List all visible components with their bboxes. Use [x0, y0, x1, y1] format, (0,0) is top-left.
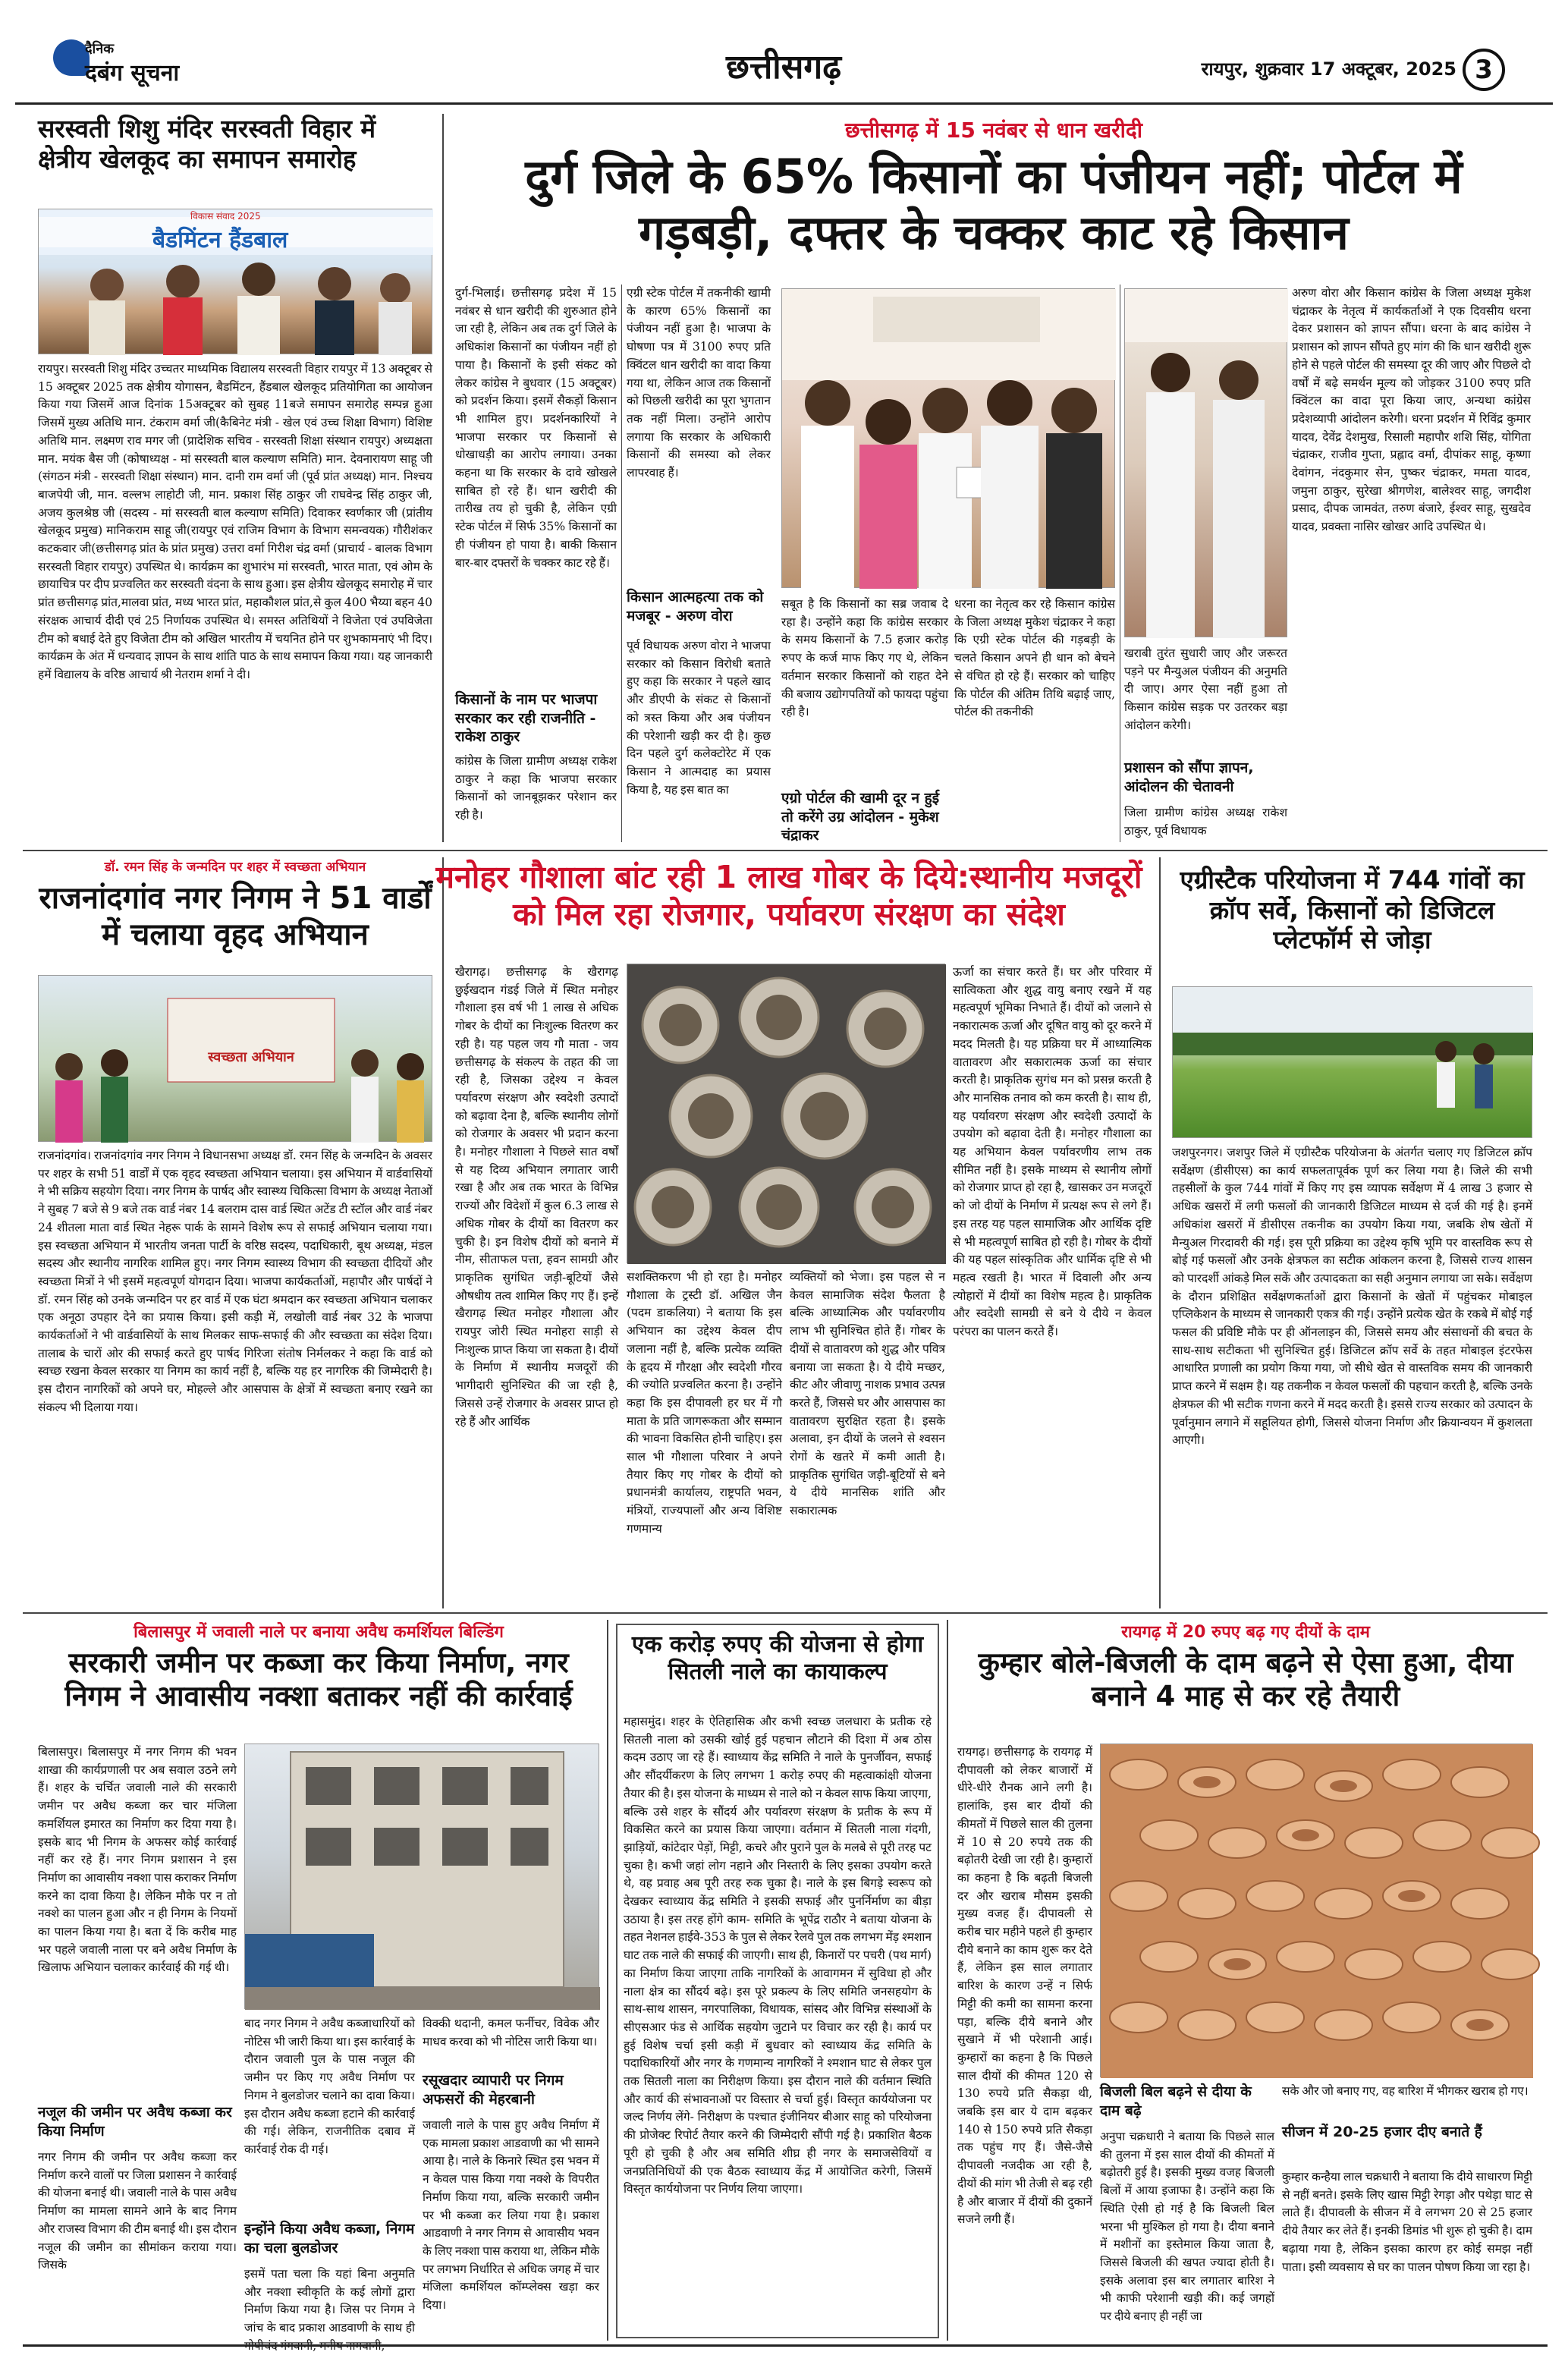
story2-photo-art	[782, 289, 1116, 589]
story8-photo	[1100, 1744, 1532, 2077]
story4-headline: मनोहर गौशाला बांट रही 1 लाख गोबर के दिये:स्थानीय मजदूरों को मिल रहा रोजगार, पर्यावरण संरक्षण का संदेश	[435, 859, 1142, 933]
story4-diyas-art	[627, 964, 946, 1264]
story1-body: रायपुर। सरस्वती शिशु मंदिर उच्चतर माध्यमिक विद्यालय सरस्वती विहार रायपुर में 13 अक्टूबर से 15 अक्टूबर 2025 तक क्षेत्रीय योगासन, बैडमिंटन, हैंडबाल खेलकूद प्रतियोगिता का आयोजन किया गया जिसमें आज दिनांक 15अक्टूबर को सुबह 11बजे समापन समारोह सम्पन्न हुआ जिसमें मुख्य अतिथि मान. टंकराम वर्मा जी(कैबिनेट मंत्री - खेल एवं उच्च शिक्षा विभाग) विशिष्ट अतिथि मान. लक्ष्मण राव मगर जी (प्रादेशिक सचिव - सरस्वती शिक्षा संस्थान रायपुर) अध्यक्षता मान. मयंक बैस जी (कोषाध्यक्ष - मां सरस्वती बाल कल्याण समिति) मान. देवनारायण साहू जी (संगठन मंत्री - सरस्वती शिक्षा संस्थान) मान. दानी राम वर्मा जी (पूर्व प्रांत अध्यक्ष) मान. निश्चय बाजपेयी जी, मान. वल्लभ लाहोटी जी, मान. प्रकाश सिंह ठाकुर जी राघवेन्द्र सिंह ठाकुर जी, अजय कुलश्रेष्ठ जी (सदस्य - मां सरस्वती बाल कल्याण समिति) दिवाकर स्वर्णकार जी (प्रांतीय खेलकूद प्रमुख) मानिकराम साहू जी(रायपुर एवं राजिम विभाग के विभाग समन्वयक) गौरीशंकर कटकवार जी(छत्तीसगढ़ प्रांत के प्रांत प्रमुख) उत्तरा वर्मा गिरीश चंद्र वर्मा (प्राचार्य - बालक विभाग सरस्वती विहार रायपुर) उपस्थित थे। कार्यक्रम का शुभारंभ मां सरस्वती, भारत माता, एवं ओम के छायाचित्र पर दीप प्रज्वलित कर सरस्वती वंदना के साथ हुआ। इस क्षेत्रीय खेलकूद समारोह में चार प्रांत छत्तीसगढ़ प्रांत,मालवा प्रांत, मध्य भारत प्रांत, महाकौशल प्रांत,से कुल 400 भैय्या बहन 40 संरक्षक आचार्य दीदी एवं 25 निर्णायक उपस्थित थे। समस्त अतिथियों ने विजेता एवं उपविजेता टीम को बधाई देते हुए विजेता टीम को अखिल भारतीय में चयनित होने पर शुभकामनाएं भी दिए। कार्यक्रम के अंत में धन्यवाद ज्ञापन के साथ शांति पाठ के साथ समापन किया गया। यह जानकारी हमें विद्यालय के वरिष्ठ आचार्य श्री नेतराम शर्मा ने दी।	[38, 362, 433, 681]
story2-col6: अरुण वोरा और किसान कांग्रेस के जिला अध्यक्ष मुकेश चंद्राकर के नेतृत्व में कार्यकर्ताओं ने एक दिवसीय धरना देकर प्रशासन को ज्ञापन सौंपा। धरना के बाद कांग्रेस ने प्रशासन को ज्ञापन सौंपते हुए मांग की कि धान खरीदी शुरू होने से पहले पोर्टल की समस्या दूर की जाए और पिछले दो वर्षों में बढ़े समर्थन मूल्य को जोड़कर 3100 रुपए प्रति क्विंटल का वादा पूरा किया जाए, अन्यथा कांग्रेस प्रदेशव्यापी आंदोलन करेगी। धरना प्रदर्शन में रिविंद्र कुमार यादव, देवेंद्र देशमुख, रिसाली महापौर शशि सिंह, योगिता चंद्राकर, राजीव गुप्ता, प्रह्लाद वर्मा, दीपांकर साहू, कृष्णा देवांगन, नंदकुमार सेन, पुष्कर चंद्राकर, ममता यादव, जमुना ठाकुर, सुरेखा श्रीगणेश, बालेश्वर साहू, जगदीश प्रसाद, दीपक जामवंत, तरुण बंजारे, ईश्वर साहू, सुखदेव यादव, प्रवक्ता नासिर खोखर आदि उपस्थित थे।	[1292, 286, 1531, 534]
story2-sub3: एग्रो पोर्टल की खामी दूर न हुई तो करेंगे उग्र आंदोलन - मुकेश चंद्राकर	[781, 790, 940, 844]
story6-photo	[244, 1744, 599, 2009]
story4-col1: खैरागढ़। छत्तीसगढ़ के खैरागढ़ छुईखदान गंडई जिले में स्थित मनोहर गौशाला इस वर्ष भी 1 लाख से अधिक गोबर के दीयों का निःशुल्क वितरण कर रही है। यह पहल जय गौ माता - जय छत्तीसगढ़ के संकल्प के तहत की जा रही है, जिसका उद्देश्य न केवल पर्यावरण संरक्षण और स्वदेशी उत्पादों को बढ़ावा देना है, बल्कि स्थानीय लोगों को रोजगार के अवसर भी प्रदान करना है। मनोहर गौशाला ने पिछले सात वर्षों से यह दिव्य अभियान लगातार जारी रखा है और अब तक भारत के विभिन्न राज्यों और विदेशों में कुल 6.3 लाख से अधिक गोबर के दीयों का वितरण कर चुकी है। इन विशेष दीयों को बनाने में नीम, सीताफल पत्ता, हवन सामग्री और प्राकृतिक सुगंधित जड़ी-बूटियों जैसे औषधीय तत्व शामिल किए गए हैं। इन्हें खैरागढ़ स्थित मनोहर गौशाला और रायपुर जोरी स्थित मनोहरा साड़ी से निःशुल्क प्राप्त किया जा सकता है। दीयों के निर्माण में स्थानीय मजदूरों की भागीदारी सुनिश्चित की जा रही है, जिससे उन्हें रोजगार के अवसर प्राप्त हो रहे हैं और आर्थिक	[455, 965, 618, 1429]
story8-photo-art	[1101, 1744, 1533, 2078]
story2-col1b: कांग्रेस के जिला ग्रामीण अध्यक्ष राकेश ठाकुर ने कहा कि भाजपा सरकार किसानों को जानबूझकर परेशान कर रही है।	[455, 754, 617, 822]
column-rule-5	[1159, 857, 1161, 1608]
story6-sub3: रसूखदार व्यापारी पर निगम अफसरों की मेहरबानी	[423, 2072, 564, 2108]
story3-kicker: डॉ. रमन सिंह के जन्मदिन पर शहर में स्वच्छता अभियान	[104, 860, 366, 875]
story5-headline: एग्रीस्टैक परियोजना में 744 गांवों का क्रॉप सर्वे, किसानों को डिजिटल प्लेटफॉर्म से जोड़ा	[1180, 865, 1525, 955]
story4-col4: ऊर्जा का संचार करते हैं। घर और परिवार में सात्विकता और शुद्ध वायु बनाए रखने में यह महत्वपूर्ण भूमिका निभाते हैं। दीयों को जलाने से नकारात्मक ऊर्जा और दूषित वायु को दूर करने में मदद मिलती है। यह प्रक्रिया घर में आध्यात्मिक वातावरण और सकारात्मक ऊर्जा का संचार करती है। प्राकृतिक सुगंध मन को प्रसन्न करती है और मानसिक तनाव को कम करती है। साथ ही, यह पर्यावरण संरक्षण और स्वदेशी उत्पादों के उपयोग को बढ़ावा देती है। मनोहर गौशाला का यह अभियान केवल पर्यावरणीय लाभ तक सीमित नहीं है। इसके माध्यम से स्थानीय लोगों को रोजगार प्राप्त हो रहा है, खासकर उन मजदूरों को जो दीयों के निर्माण में प्रत्यक्ष रूप से लगे हैं। इस तरह यह पहल सामाजिक और आर्थिक दृष्टि से भी महत्वपूर्ण साबित हो रही है। गोबर के दीयों की यह पहल सांस्कृतिक और धार्मिक दृष्टि से भी महत्व रखती है। भारत में दिवाली और अन्य त्योहारों में दीयों का विशेष महत्व है। प्राकृतिक और स्वदेशी सामग्री से बने ये दीये न केवल परंपरा का पालन करते हैं।	[953, 965, 1152, 1339]
story2-headline: दुर्ग जिले के 65% किसानों का पंजीयन नहीं; पोर्टल में गड़बड़ी, दफ्तर के चक्कर काट रहे किसान	[525, 149, 1463, 261]
story4-col3: व्यक्तियों को भेजा। इस पहल से न केवल सामाजिक संदेश फैलता है बल्कि आध्यात्मिक और पर्यावरणीय लाभ भी सुनिश्चित होते हैं। गोबर के दीयों से वातावरण को शुद्ध और पवित्र बनाया जा सकता है। ये दीये मच्छर, कीट और जीवाणु नाशक प्रभाव उत्पन्न करते हैं, जिससे घर और आसपास का वातावरण सुरक्षित रहता है। इसके अलावा, इन दीयों के जलने से श्वसन रोगों के खतरे में कमी आती है। प्राकृतिक सुगंधित जड़ी-बूटियों से बने ये दीये मानसिक शांति और सकारात्मक	[790, 1270, 945, 1518]
story1-photo	[38, 209, 432, 354]
story6-kicker: बिलासपुर में जवाली नाले पर बनाया अवैध कमर्शियल बिल्डिंग	[134, 1623, 504, 1642]
story6-col3b: जवाली नाले के पास हुए अवैध निर्माण में एक मामला प्रकाश आडवाणी का भी सामने आया है। नाले के किनारे स्थित इस भवन में न केवल पास किया गया नक्शे के विपरीत निर्माण किया गया, बल्कि सरकारी जमीन पर भी कब्जा कर लिया गया है। प्रकाश आडवाणी ने नगर निगम से आवासीय भवन के लिए नक्शा पास कराया था, लेकिन मौके पर लगभग निर्धारित से अधिक जगह में चार मंजिला कमर्शियल कॉम्प्लेक्स खड़ा कर दिया।	[423, 2118, 599, 2313]
story3-body: राजनांदगांव। राजनांदगांव नगर निगम ने विधानसभा अध्यक्ष डॉ. रमन सिंह के जन्मदिन के अवसर पर शहर के सभी 51 वार्डों में एक वृहद स्वच्छता अभियान चलाया। इस अभियान में वार्डवासियों ने भी सक्रिय सहयोग दिया। नगर निगम के पार्षद और स्वास्थ्य चिकित्सा विभाग के अध्यक्ष नेताओं ने सुबह 7 बजे से 9 बजे तक वार्ड नंबर 14 बलराम दास वार्ड स्थित अटेंड टी स्टॉल और वार्ड नंबर 24 शीतला माता वार्ड स्थित नेहरू पार्क के सामने विशेष रूप से सफाई अभियान चलाया गया। इस स्वच्छता अभियान में भारतीय जनता पार्टी के वरिष्ठ सदस्य, पदाधिकारी, बूथ अध्यक्ष, मंडल सदस्य और स्थानीय नागरिक शामिल हुए। नगर निगम स्वास्थ्य विभाग की स्वच्छता दीदियों और स्वच्छता मित्रों ने भी इसमें महत्वपूर्ण योगदान दिया। भाजपा कार्यकर्ताओं, महापौर और पार्षदों ने डॉ. रमन सिंह को उनके जन्मदिन पर हर वार्ड में एक घंटा श्रमदान कर स्वच्छता अभियान चलाकर एक अनूठा उपहार देने का प्रयास किया। इसी कड़ी में, लखोली वार्ड नंबर 32 के भाजपा कार्यकर्ताओं ने भी वार्डवासियों के साथ मिलकर साफ-सफाई की और स्वच्छता का संदेश दिया। तालाब के चारों ओर की सफाई करते हुए पार्षद गिरिजा संतोष निर्मलकर ने कहा कि वार्ड को स्वच्छ रखना केवल सरकार या निगम का कार्य नहीं है, बल्कि यह हर नागरिक की जिम्मेदारी है। इस दौरान नागरिकों को अपने घर, मोहल्ले और आसपास के क्षेत्रों में स्वच्छता बनाए रखने का संकल्प भी दिलाया गया।	[38, 1149, 432, 1414]
paper-name-prefix: दैनिक	[85, 41, 115, 57]
footer-rule	[23, 2344, 1548, 2347]
story6-sub1: नजूल की जमीन पर अवैध कब्जा कर किया निर्माण	[38, 2104, 232, 2140]
story4-photo-diyas	[627, 964, 945, 1263]
story2-photo-crowd-art	[1125, 289, 1288, 638]
column-rule-2	[621, 285, 622, 842]
page-number: 3	[1463, 49, 1505, 91]
story7-headline: एक करोड़ रुपए की योजना से होगा सितली नाले का कायाकल्प	[631, 1631, 924, 1685]
row-rule-2	[23, 1612, 1548, 1614]
dateline: रायपुर, शुक्रवार 17 अक्टूबर, 2025	[1201, 58, 1456, 80]
header-rule	[15, 102, 1553, 105]
column-rule-4	[442, 857, 444, 1608]
story2-sub2: किसान आत्महत्या तक को मजबूर - अरुण वोरा	[627, 589, 764, 624]
row-rule-1	[23, 850, 1548, 851]
story2-sub5: प्रशासन को सौंपा ज्ञापन, आंदोलन की चेतावनी	[1124, 759, 1254, 795]
story6-col2: बाद नगर निगम ने अवैध कब्जाधारियों को नोटिस भी जारी किया था। इस कार्रवाई के दौरान जवाली पुल के पास नजूल की जमीन पर किए गए अवैध निर्माण पर निगम ने बुलडोजर चलाने का दावा किया। इस दौरान अवैध कब्जा हटाने की कार्रवाई की गई। लेकिन, राजनीतिक दबाव में कार्रवाई रोक दी गई।	[244, 2017, 415, 2156]
story5-photo-art	[1173, 987, 1533, 1139]
column-rule-1	[442, 114, 444, 842]
story2-sub1: किसानों के नाम पर भाजपा सरकार कर रही राजनीति - राकेश ठाकुर	[455, 691, 598, 746]
story2-col5-main: खराबी तुरंत सुधारी जाए और जरूरत पड़ने पर मैन्युअल पंजीयन की अनुमति दी जाए। अगर ऐसा नहीं हुआ तो किसान कांग्रेस सड़क पर उतरकर बड़ा आंदोलन करेगी।	[1124, 646, 1287, 732]
section-title: छत्तीसगढ़	[726, 48, 841, 86]
paper-logo-icon	[53, 39, 90, 76]
story8-col3: सके और जो बनाए गए, वह बारिश में भीगकर खराब हो गए।	[1282, 2084, 1529, 2098]
story1-photo-banner: बैडमिंटन हैंडबाल	[152, 227, 288, 253]
story7-body: महासमुंद। शहर के ऐतिहासिक और कभी स्वच्छ जलधारा के प्रतीक रहे सितली नाला को उसकी खोई हुई पहचान लौटाने की दिशा में अब ठोस कदम उठाए जा रहे हैं। स्वाध्याय केंद्र समिति ने नाले के पुनर्जीवन, सफाई और सौंदर्यीकरण के लिए लगभग 1 करोड़ रुपए की महत्वाकांक्षी योजना तैयार की है। इस योजना के माध्यम से नाले को न केवल साफ किया जाएगा, बल्कि उसे शहर के सौंदर्य और पर्यावरण संरक्षण के प्रतीक के रूप में विकसित करने का प्रयास किया जाएगा। वर्तमान में सितली नाला गंदगी, झाड़ियों, कांटेदार पेड़ों, मिट्टी, कचरे और पुराने पुल के मलबे से पूरी तरह पट चुका है। कभी जहां लोग नहाने और निस्तारी के लिए इसका उपयोग करते थे, वह प्रवाह अब पूरी तरह रुक चुका है। नाले के इस बिगड़े स्वरूप को देखकर स्वाध्याय केंद्र समिति ने इसकी सफाई और पुनर्निर्माण का बीड़ा उठाया है। इस तरह होंगे काम- समिति के भूपेंद्र राठौर ने बताया योजना के तहत नेशनल हाईवे-353 के पुल से लेकर रेलवे पुल तक लगभग मेंड़ श्मशान घाट तक नाले की सफाई की जाएगी। साथ ही, किनारों पर पचरी (पथ मार्ग) का निर्माण किया जाएगा ताकि नागरिकों के आवागमन में सुविधा हो और नाला क्षेत्र का सौंदर्य बढ़े। इस पूरे प्रकल्प के लिए समिति जनसहयोग के साथ-साथ शासन, नगरपालिका, विधायक, सांसद और विभिन्न संस्थाओं के सीएसआर फंड से आर्थिक सहयोग जुटाने पर विचार कर रही है। कार्य पर हुई विशेष चर्चा इसी कड़ी में बुधवार को स्वाध्याय केंद्र समिति के पदाधिकारियों और नगर के गणमान्य नागरिकों ने श्मशान घाट से लेकर पुल तक सितली नाला का निरीक्षण किया। इस दौरान नाले की वर्तमान स्थिति और कार्य की संभावनाओं पर विस्तार से चर्चा हुई। विस्तृत कार्ययोजना पर जल्द निर्णय लेंगे- निरीक्षण के पश्चात इंजीनियर बीआर साहू को परियोजना की प्रोजेक्ट रिपोर्ट तैयार करने की जिम्मेदारी सौंपी गई है। प्रकाशित बैठक पूरी हो चुकी है और अब समिति शीघ्र ही नगर के समाजसेवियों व जनप्रतिनिधियों की एक बैठक स्वाध्याय केंद्र में आयोजित करेगी, जिसमें विस्तृत कार्ययोजना पर निर्णय लिया जाएगा।	[624, 1715, 932, 2196]
story3-photo	[38, 975, 432, 1142]
story2-photo-crowd	[1124, 288, 1287, 637]
story8-sub3: सीजन में 20-25 हजार दीए बनाते हैं	[1282, 2124, 1482, 2140]
story1-photo-tag: विकास संवाद 2025	[190, 211, 261, 222]
story5-body: जशपुरनगर। जशपुर जिले में एग्रीस्टैक परियोजना के अंतर्गत चलाए गए डिजिटल क्रॉप सर्वेक्षण (डीसीएस) का कार्य सफलतापूर्वक पूर्ण कर लिया गया है। जिले की सभी तहसीलों के कुल 744 गांवों में किए गए इस व्यापक सर्वेक्षण में 4 लाख 3 हजार से अधिक खसरों में लगी फसलों की जानकारी डिजिटल माध्यम से दर्ज की गई है। इनमें अधिकांश खसरों में डीसीएस तकनीक का उपयोग किया गया, जबकि शेष खेतों में मैन्युअल गिरदावरी की गई। इस पूरी प्रक्रिया का उद्देश्य कृषि भूमि पर वास्तविक रूप से बोई गई फसलों और उनके क्षेत्रफल का सटीक आंकलन करना है, जिससे राज्य शासन को पारदर्शी आंकड़े मिल सकें और उत्पादकता का सही अनुमान लगाया जा सके। सर्वेक्षण के दौरान प्रशिक्षित सर्वेक्षणकर्ताओं द्वारा किसानों के खेतों में पहुंचकर मोबाइल एप्लिकेशन के माध्यम से जानकारी एकत्र की गई। उन्होंने प्रत्येक खेत के रकबे में बोई गई फसल की प्रविष्टि मौके पर ही ऑनलाइन की, जिससे समय और संसाधनों की बचत के साथ-साथ सटीकता भी सुनिश्चित हुई। डिजिटल क्रॉप सर्वे के तहत मोबाइल इंटरफेस आधारित प्रणाली का प्रयोग किया गया, जो सीधे खेत से वास्तविक समय की जानकारी प्राप्त करने में सक्षम है। यह तकनीक न केवल फसलों की पहचान करती है, बल्कि उनके क्षेत्रफल की भी सटीक गणना करने में मदद करती है। इससे राज्य सरकार को उत्पादन के पूर्वानुमान लगाने में सहूलियत होगी, जिससे योजना निर्माण और क्रियान्वयन में कुशलता आएगी।	[1172, 1146, 1532, 1448]
story1-headline: सरस्वती शिशु मंदिर सरस्वती विहार में क्षेत्रीय खेलकूद का समापन समारोह	[38, 114, 376, 174]
story8-col2: अनुपा चक्रधारी ने बताया कि पिछले साल की तुलना में इस साल दीयों की कीमतों में बढ़ोतरी हुई है। इसकी मुख्य वजह बिजली बिलों में आया इजाफा है। उन्होंने कहा कि स्थिति ऐसी हो गई है कि बिजली बिल भरना भी मुश्किल हो गया है। दीया बनाने में मशीनों का इस्तेमाल किया जाता है, जिससे बिजली की खपत ज्यादा होती है। इसके अलावा इस बार लगातार बारिश ने भी काफी परेशानी खड़ी की। कई जगहों पर दीये बनाए ही नहीं जा	[1100, 2130, 1274, 2324]
story5-photo	[1172, 986, 1532, 1138]
story6-col1b: नगर निगम की जमीन पर अवैध कब्जा कर निर्माण करने वालों पर जिला प्रशासन ने कार्रवाई की योजना बनाई थी। जवाली नाले के पास अवैध निर्माण का मामला सामने आने के बाद निगम और राजस्व विभाग की टीम बनाई थी। इस दौरान नजूल की जमीन का सीमांकन कराया गया। जिसके	[38, 2150, 237, 2272]
story6-col2b: इसमें पता चला कि यहां बिना अनुमति और नक्शा स्वीकृति के कई लोगों द्वारा निर्माण किया गया है। जिस पर निगम ने जांच के बाद प्रकाश आडवाणी के साथ ही	[244, 2267, 415, 2335]
story2-col2b: पूर्व विधायक अरुण वोरा ने भाजपा सरकार को किसान विरोधी बताते हुए कहा कि सरकार ने पहले खाद और डीएपी के संकट से किसानों को त्रस्त किया और अब पंजीयन की परेशानी खड़ी कर दी है। कुछ दिन पहले दुर्ग कलेक्टोरेट में एक किसान ने आत्मदाह का प्रयास किया है, यह इस बात का	[627, 639, 771, 797]
story3-photo-banner: स्वच्छता अभियान	[208, 1049, 294, 1065]
column-rule-7	[947, 1620, 948, 2341]
column-rule-6	[607, 1620, 608, 2341]
story2-col5b: जिला ग्रामीण कांग्रेस अध्यक्ष राकेश ठाकुर, पूर्व विधायक	[1124, 806, 1287, 838]
paper-name: दबंग सूचना	[85, 60, 180, 86]
story8-col3b: कुम्हार कन्हैया लाल चक्रधारी ने बताया कि दीये साधारण मिट्टी से नहीं बनते। इसके लिए खास मिट्टी रेगड़ा और पथेड़ा घाट से लाते हैं। दीपावली के सीजन में वे लगभग 20 से 25 हजार दीये तैयार कर लेते हैं। इनकी डिमांड भी शुरू हो चुकी है। दाम बढ़ाया गया है, लेकिन इसका कारण हर कोई समझ नहीं पाता। इसी व्यवसाय से घर का पालन पोषण किया जा रहा है।	[1282, 2170, 1532, 2274]
story8-kicker: रायगढ़ में 20 रुपए बढ़ गए दीयों के दाम	[1121, 1623, 1370, 1642]
story2-col3: सबूत है कि किसानों का सब्र जवाब दे रहा है। उन्होंने कहा कि कांग्रेस सरकार के समय किसानों के 7.5 हजार करोड़ रुपए के कर्ज माफ किए गए थे, लेकिन वर्तमान सरकार किसानों को राहत देने की बजाय उद्योगपतियों को फायदा पहुंचा रही है।	[781, 597, 948, 719]
story8-col1: रायगढ़। छत्तीसगढ़ के रायगढ़ में दीपावली को लेकर बाजारों में धीरे-धीरे रौनक आने लगी है। हालांकि, इस बार दीयों की कीमतों में पिछले साल की तुलना में 10 से 20 रुपये तक की बढ़ोतरी देखी जा रही है। कुम्हारों का कहना है कि बढ़ती बिजली दर और खराब मौसम इसकी मुख्य वजह हैं। दीपावली से करीब चार महीने पहले ही कुम्हार दीये बनाने का काम शुरू कर देते हैं, लेकिन इस साल लगातार बारिश के कारण उन्हें न सिर्फ मिट्टी की कमी का सामना करना पड़ा, बल्कि दीये बनाने और सुखाने में भी परेशानी आई। कुम्हारों का कहना है कि पिछले साल दीयों की कीमत 120 से 130 रुपये प्रति सैकड़ा थी, जबकि इस बार ये दाम बढ़कर 140 से 150 रुपये प्रति सैकड़ा तक पहुंच गए हैं। जैसे-जैसे दीपावली नजदीक आ रही है, दीयों की मांग भी तेजी से बढ़ रही है और बाजार में दीयों की दुकानें सजने लगी हैं।	[957, 1745, 1092, 2227]
story6-photo-art	[245, 1744, 600, 2010]
story3-headline: राजनांदगांव नगर निगम ने 51 वार्डों में चलाया वृहद अभियान	[39, 881, 432, 952]
story2-col2: एग्री स्टेक पोर्टल में तकनीकी खामी के कारण 65% किसानों का पंजीयन नहीं हुआ है। भाजपा के घोषणा पत्र में 3100 रुपए प्रति क्विंटल धान खरीदी का वादा किया गया था, लेकिन आज तक किसानों को पिछली खरीदी का पूरा भुगतान तक नहीं मिला। उन्होंने आरोप लगाया कि सरकार के अधिकारी किसानों की समस्या को लेकर लापरवाह हैं।	[627, 286, 771, 480]
story6-col1: बिलासपुर। बिलासपुर में नगर निगम की भवन शाखा की कार्यप्रणाली पर अब सवाल उठने लगे हैं। शहर के चर्चित जवाली नाले की सरकारी जमीन पर अवैध कब्जा कर चार मंजिला कमर्शियल इमारत का निर्माण कर दिया गया है। इसके बाद भी निगम के अफसर कोई कार्रवाई नहीं कर रहे हैं। नगर निगम प्रशासन ने इस निर्माण का आवासीय नक्शा पास कराकर निर्माण करने का दावा किया है। लेकिन मौके पर न तो नक्शे का पालन हुआ और न ही निगम के नियमों का पालन किया गया है। बता दें कि करीब माह भर पहले जवाली नाला पर बने अवैध निर्माण के खिलाफ अभियान चलाकर कार्रवाई की गई थी।	[38, 1745, 237, 1975]
story8-headline: कुम्हार बोले-बिजली के दाम बढ़ने से ऐसा हुआ, दीया बनाने 4 माह से कर रहे तैयारी	[978, 1646, 1513, 1713]
story2-col4: धरना का नेतृत्व कर रहे किसान कांग्रेस के जिला अध्यक्ष मुकेश चंद्राकर ने कहा कि एग्री स्टेक पोर्टल की गड़बड़ी के चलते किसान अपने ही धान को बेचने से वंचित हो रहे हैं। सरकार को चाहिए कि पोर्टल की अंतिम तिथि बढ़ाई जाए, पोर्टल की तकनीकी	[954, 597, 1115, 719]
story6-headline: सरकारी जमीन पर कब्जा कर किया निर्माण, नगर निगम ने आवासीय नक्शा बताकर नहीं की कार्रवाई	[64, 1646, 573, 1713]
story8-sub2: बिजली बिल बढ़ने से दीया के दाम बढ़े	[1100, 2083, 1252, 2119]
story2-kicker: छत्तीसगढ़ में 15 नवंबर से धान खरीदी	[844, 118, 1143, 143]
story2-photo	[781, 288, 1115, 588]
story4-col2: सशक्तिकरण भी हो रहा है। मनोहर गौशाला के ट्रस्टी डॉ. अखिल जैन (पदम डाकलिया) ने बताया कि इस अभियान का उद्देश्य केवल दीप जलाना नहीं है, बल्कि प्रत्येक व्यक्ति के हृदय में गौरक्षा और स्वदेशी गौरव की ज्योति प्रज्वलित करना है। उन्होंने कहा कि इस दीपावली हर घर में गौ माता के प्रति जागरूकता और सम्मान की भावना विकसित होनी चाहिए। इस साल भी गौशाला परिवार ने अपने तैयार किए गए गोबर के दीयों को प्रधानमंत्री कार्यालय, राष्ट्रपति भवन, मंत्रियों, राज्यपालों और अन्य विशिष्ट गणमान्य	[627, 1270, 782, 1536]
story6-sub2: इन्होंने किया अवैध कब्जा, निगम का चला बुलडोजर	[244, 2221, 415, 2256]
story2-col1: दुर्ग-भिलाई। छत्तीसगढ़ प्रदेश में 15 नवंबर से धान खरीदी की शुरुआत होने जा रही है, लेकिन अब तक दुर्ग जिले के अधिकांश किसानों का पंजीयन नहीं हो पाया है। किसानों के इसी संकट को लेकर कांग्रेस ने बुधवार (15 अक्टूबर) को प्रदर्शन किया। इसमें सैकड़ों किसान भी शामिल हुए। प्रदर्शनकारियों ने भाजपा सरकार पर किसानों से धोखाधड़ी का आरोप लगाया। उनका कहना था कि सरकार के दावे खोखले साबित हो रहे हैं। धान खरीदी की तारीख तय हो चुकी है, लेकिन एग्री स्टेक पोर्टल में सिर्फ 35% किसानों का ही पंजीयन हो पाया है। बाकी किसान बार-बार दफ्तरों के चक्कर काट रहे हैं।	[455, 286, 617, 570]
story6-col3: विक्की थदानी, कमल फर्नीचर, विवेक और माधव करवा को भी नोटिस जारी किया था।	[423, 2017, 599, 2049]
